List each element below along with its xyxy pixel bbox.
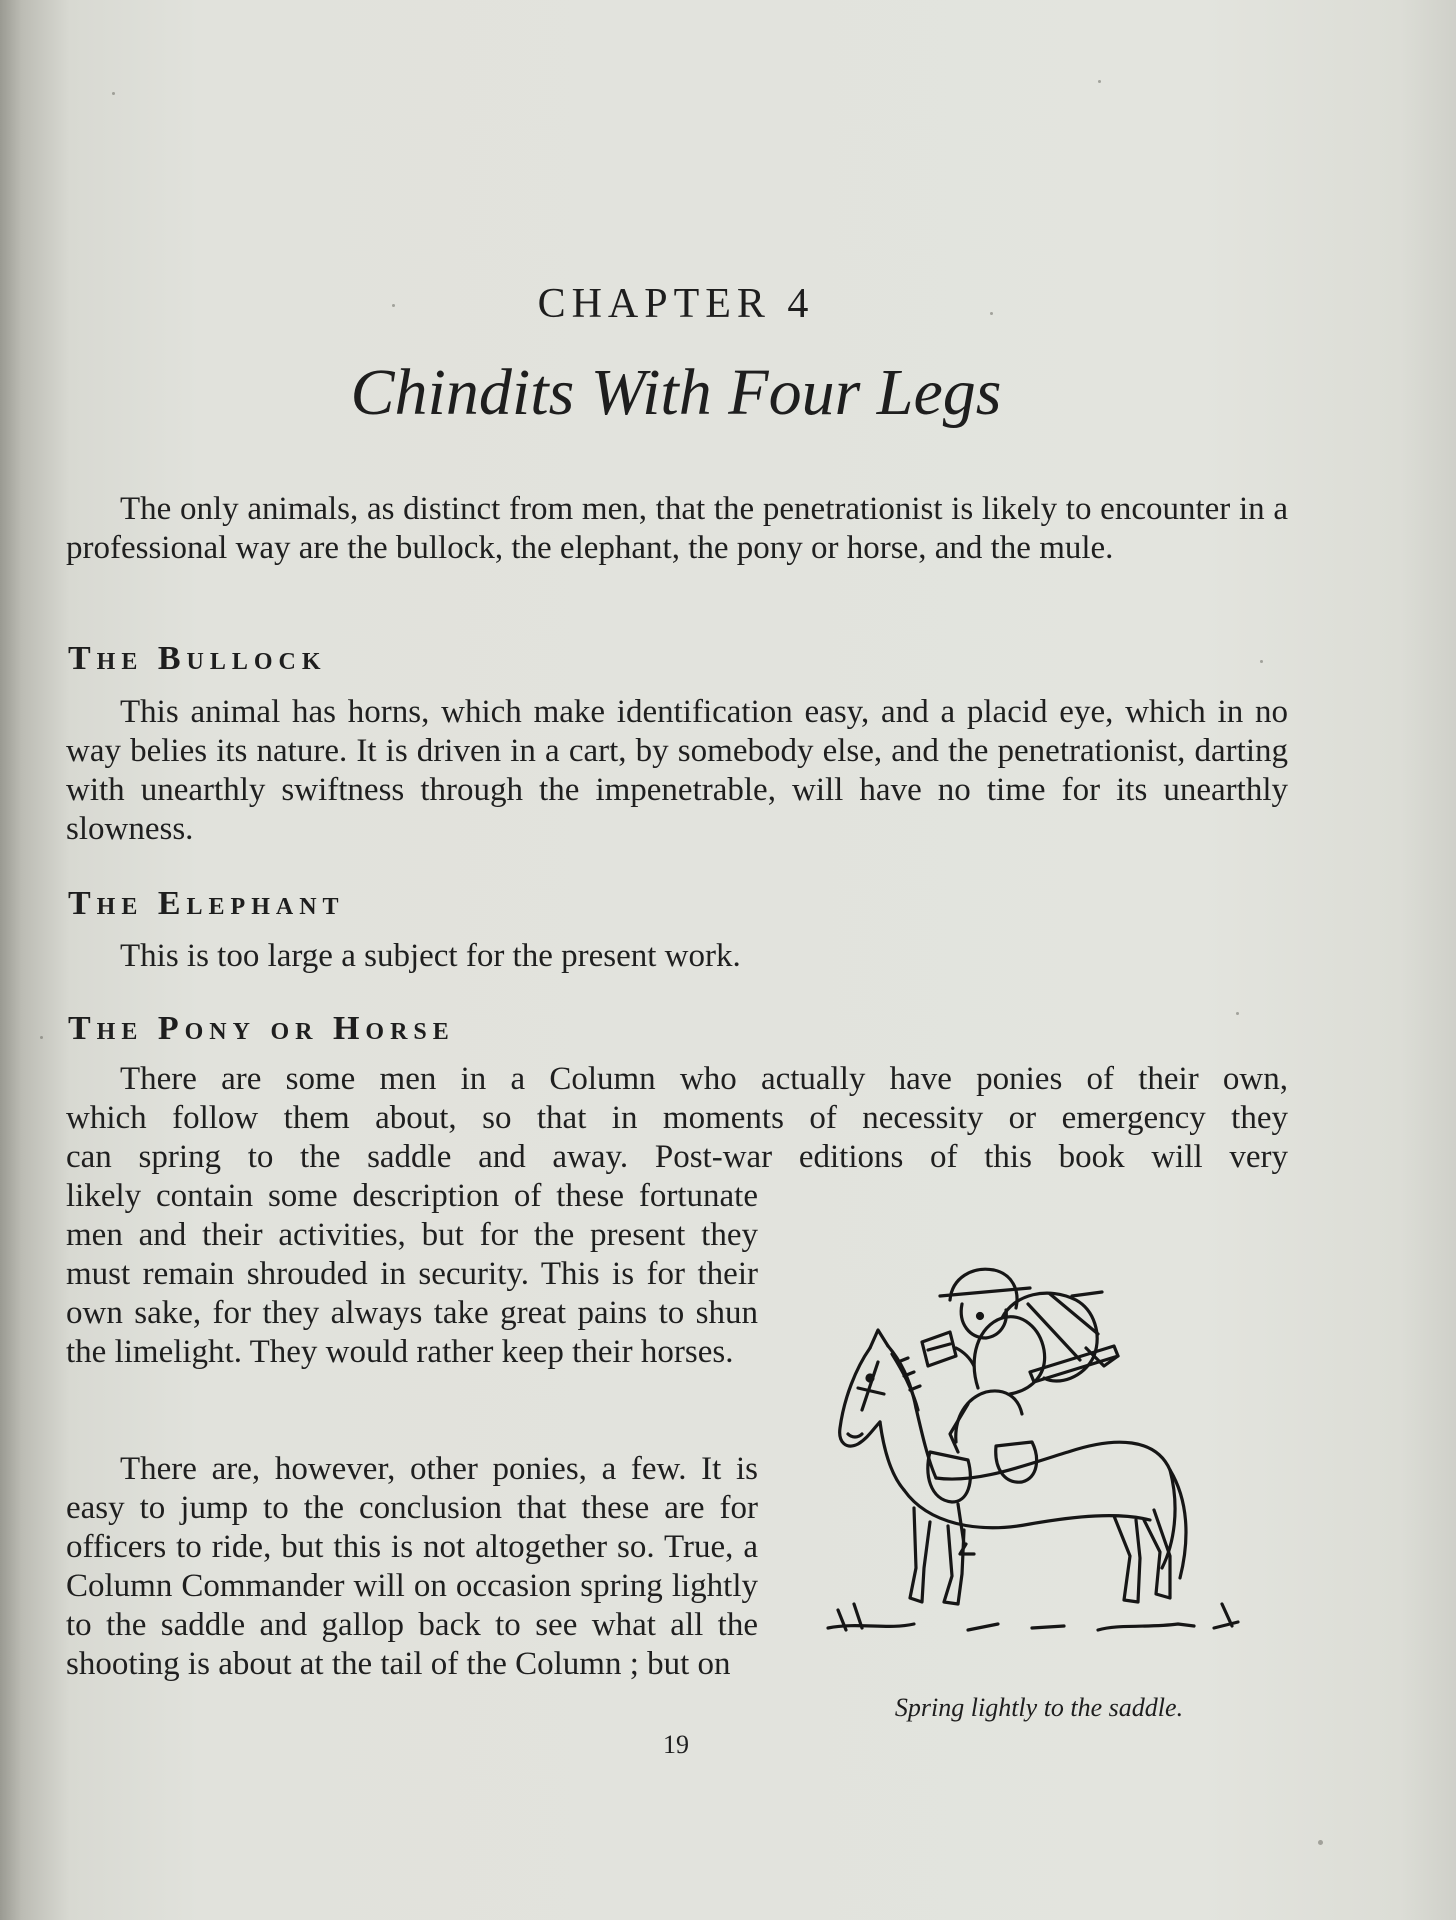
intro-paragraph: The only animals, as distinct from men, that the penetrationist is likely to encounter in a professional way are the bullock, the elephant, the pony or horse, and the mule. xyxy=(66,491,1288,566)
chapter-label: CHAPTER 4 xyxy=(537,281,815,327)
paper-speck xyxy=(1236,1012,1239,1015)
paper-speck xyxy=(1260,660,1263,663)
text-line: There are some men in a Column who actually have ponies of their own, xyxy=(120,1061,1288,1097)
section-heading-bullock: The Bullock xyxy=(68,640,327,677)
bullock-paragraph: This animal has horns, which make identification easy, and a placid eye, which in no way belies its nature. It is driven in a cart, by somebody else, and the penetrationist, darting with unearthly swiftness through the impenetrable, will have no time for its unearthly slowness. xyxy=(66,694,1288,847)
illustration-caption: Spring lightly to the saddle. xyxy=(894,1693,1184,1722)
paper-speck xyxy=(40,1036,43,1039)
page-number: 19 xyxy=(663,1730,689,1759)
paper-speck xyxy=(1318,1840,1323,1845)
paper-speck xyxy=(112,92,115,95)
rider-on-pony-illustration xyxy=(818,1238,1268,1658)
section-heading-elephant: The Elephant xyxy=(68,885,345,922)
pony-paragraph-second: There are, however, other ponies, a few. It is easy to jump to the conclusion that these are for officers to ride, but this is not altogether so. True, a Column Commander will on occasion spring lightly to the saddle and gallop back to see what all the shooting is about at the tail of the Column ; but on xyxy=(66,1451,758,1682)
pony-paragraph-narrow: likely contain some description of these fortunate men and their activities, but for the present they must remain shrouded in security. This is for their own sake, for they always take great pains to shun the limelight. They would rather keep their horses. xyxy=(66,1178,758,1370)
pony-paragraph-full-width xyxy=(66,1060,1288,1177)
paper-speck xyxy=(1098,80,1101,83)
section-heading-pony: The Pony or Horse xyxy=(68,1010,455,1047)
chapter-title: Chindits With Four Legs xyxy=(350,356,1002,429)
elephant-paragraph: This is too large a subject for the present work. xyxy=(120,938,741,974)
text-line: which follow them about, so that in moments of necessity or emergency they xyxy=(66,1100,1288,1136)
text-line: can spring to the saddle and away. Post-war editions of this book will very xyxy=(66,1139,1288,1175)
